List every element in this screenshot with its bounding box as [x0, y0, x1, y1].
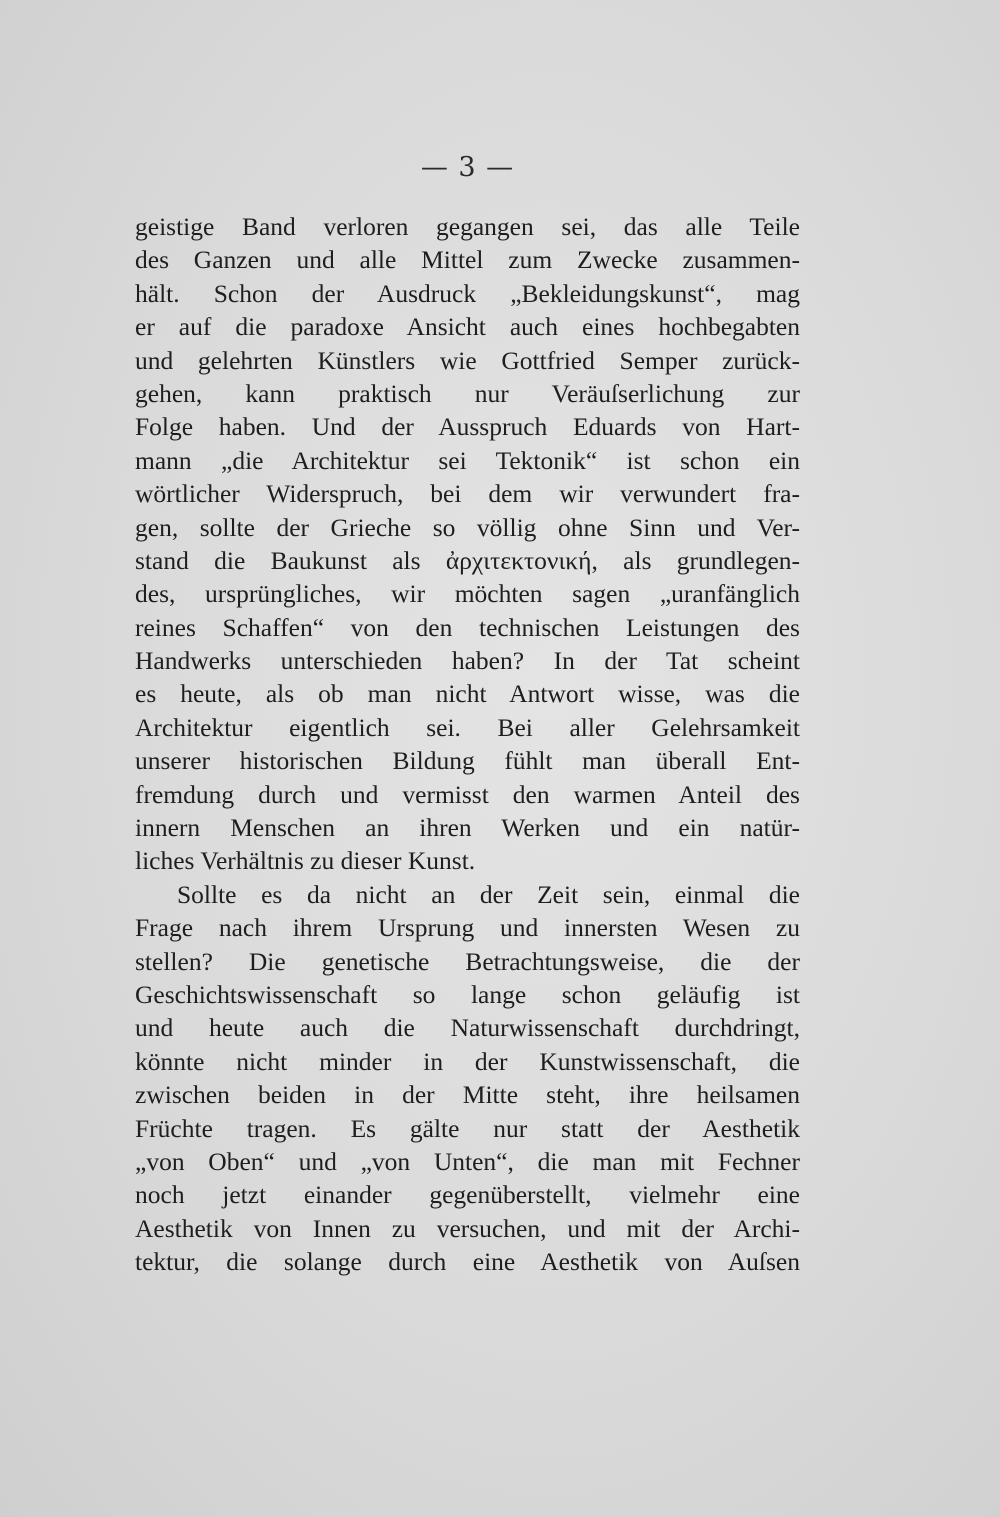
text-line: tektur, die solange durch eine Aesthetik von Auſsen [135, 1247, 800, 1277]
text-line: gehen, kann praktisch nur Veräuſserlichung zur [135, 378, 800, 408]
text-line: Architektur eigentlich sei. Bei aller Gelehrsamkeit [135, 712, 800, 742]
text-line: mann „die Architektur sei Tektonik“ ist schon ein [135, 445, 800, 475]
text-line: es heute, als ob man nicht Antwort wisse, was die [135, 679, 800, 709]
text-line: stand die Baukunst als ἀρχιτεκτονική, als grundlegen- [135, 545, 800, 575]
text-line: hält. Schon der Ausdruck „Bekleidungskunst“, mag [135, 278, 800, 308]
text-line: des, ursprüngliches, wir möchten sagen „uranfänglich [135, 579, 800, 609]
text-line: und gelehrten Künstlers wie Gottfried Semper zurück- [135, 345, 800, 375]
text-line: liches Verhältnis zu dieser Kunst. [135, 846, 476, 876]
page-number: — 3 — [420, 152, 515, 183]
body-text [135, 210, 800, 1279]
text-line: innern Menschen an ihren Werken und ein natür- [135, 813, 800, 843]
text-line: er auf die paradoxe Ansicht auch eines hochbegabten [135, 312, 800, 342]
text-line: reines Schaffen“ von den technischen Leistungen des [135, 612, 800, 642]
text-line: wörtlicher Widerspruch, bei dem wir verwundert fra- [135, 479, 800, 509]
text-line: „von Oben“ und „von Unten“, die man mit Fechner [135, 1146, 800, 1176]
text-line: Geschichtswissenschaft so lange schon geläufig ist [135, 979, 800, 1009]
text-line: Aesthetik von Innen zu versuchen, und mit der Archi- [135, 1213, 800, 1243]
text-line: Sollte es da nicht an der Zeit sein, einmal die [177, 879, 800, 909]
text-line: stellen? Die genetische Betrachtungsweise, die der [135, 946, 800, 976]
text-line: geistige Band verloren gegangen sei, das alle Teile [135, 212, 800, 241]
text-line: könnte nicht minder in der Kunstwissenschaft, die [135, 1046, 800, 1076]
text-line: und heute auch die Naturwissenschaft durchdringt, [135, 1013, 800, 1043]
paragraph [135, 210, 800, 878]
text-line: noch jetzt einander gegenüberstellt, vielmehr eine [135, 1180, 800, 1210]
text-line: gen, sollte der Grieche so völlig ohne Sinn und Ver- [135, 512, 800, 542]
text-line: fremdung durch und vermisst den warmen Anteil des [135, 779, 800, 809]
text-line: zwischen beiden in der Mitte steht, ihre heilsamen [135, 1080, 800, 1110]
text-line: Handwerks unterschieden haben? In der Tat scheint [135, 646, 800, 676]
text-line: Frage nach ihrem Ursprung und innersten Wesen zu [135, 913, 800, 943]
text-line: des Ganzen und alle Mittel zum Zwecke zusammen- [135, 245, 800, 275]
text-line: Folge haben. Und der Ausspruch Eduards von Hart- [135, 412, 800, 442]
text-line: Früchte tragen. Es gälte nur statt der Aesthetik [135, 1113, 800, 1143]
paragraph [135, 878, 800, 1279]
text-line: unserer historischen Bildung fühlt man überall Ent- [135, 746, 800, 776]
